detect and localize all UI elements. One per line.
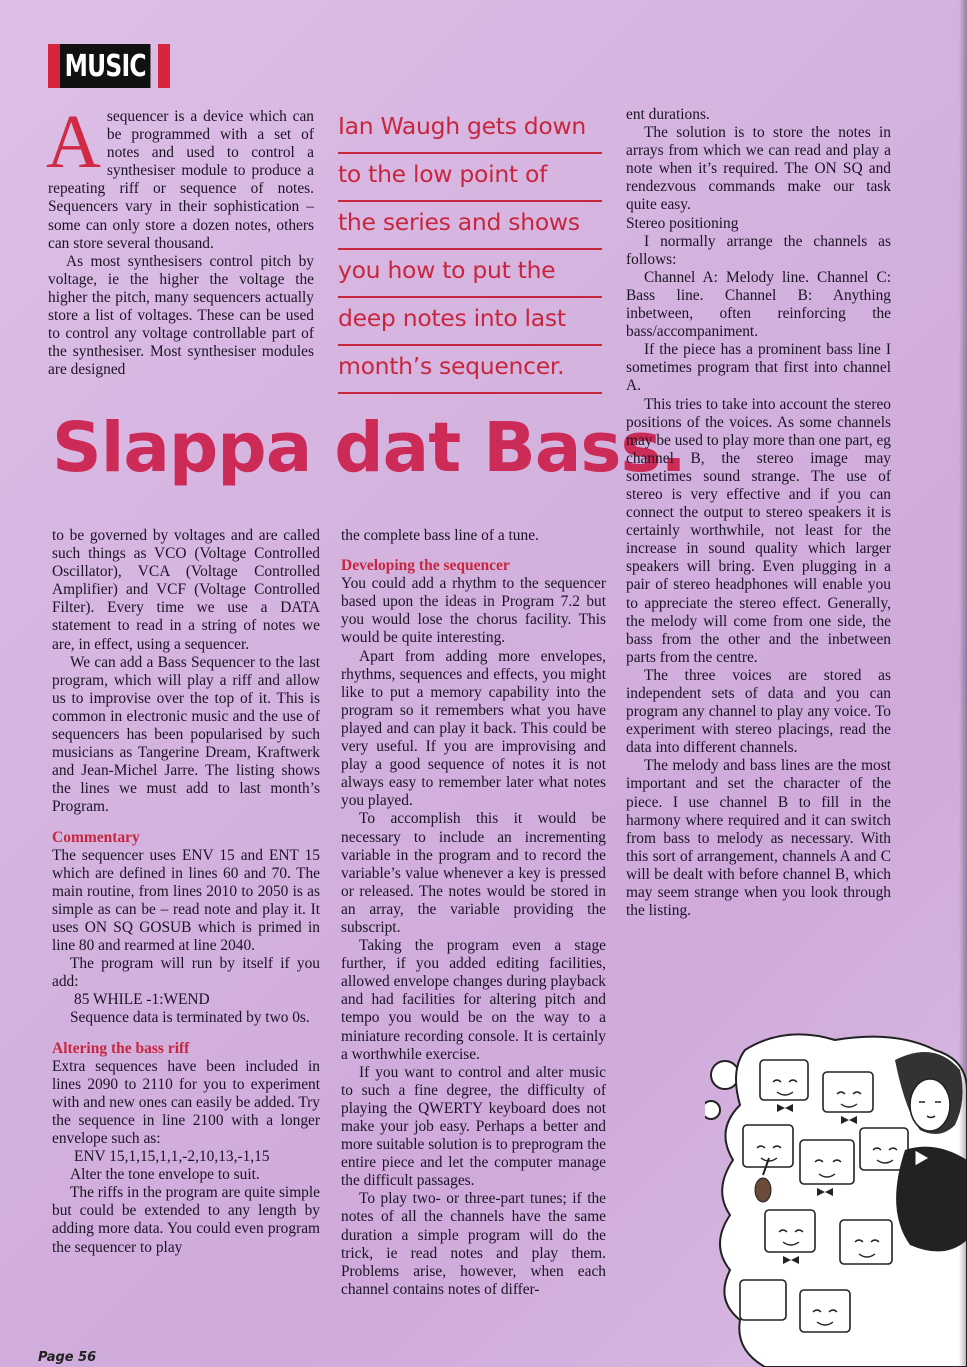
section-tag-right-bar (158, 44, 170, 88)
page-gutter-shadow (959, 0, 967, 1367)
body-paragraph: I normally arrange the channels as follows: (626, 232, 891, 268)
headline: Slappa dat Bass. (52, 408, 686, 488)
drop-cap: A (46, 100, 101, 184)
body-paragraph: The riffs in the program are quite simple but could be extended to any length by adding more data. You could even program the sequencer to play (52, 1184, 320, 1256)
cartoon-illustration (705, 1030, 967, 1367)
standfirst-line: the series and shows (338, 202, 602, 250)
body-paragraph: The three voices are stored as independent sets of data and you can program any channel to play any voice. To experiment with stereo placings, read the data into different channels. (626, 666, 891, 757)
section-label: MUSIC (60, 44, 150, 88)
body-paragraph: The sequencer uses ENV 15 and ENT 15 which are defined in lines 60 and 70. The main routine, from lines 2010 to 2050 is as simple as can be – read note and play it. It uses ON SQ GOSUB which is primed in line 80 and rearmed at line 2040. (52, 846, 320, 955)
standfirst-line: deep notes into last (338, 298, 602, 346)
body-paragraph: Extra sequences have been included in lines 2090 to 2110 for you to experiment with and new ones can easily be added. Try the sequence in line 2100 with a longer envelope such as: (52, 1057, 320, 1147)
standfirst (338, 106, 602, 394)
section-heading: Altering the bass riff (52, 1039, 190, 1057)
body-paragraph: the complete bass line of a tune. (341, 527, 539, 544)
body-paragraph: Alter the tone envelope to suit. (70, 1166, 260, 1184)
standfirst-line: to the low point of (338, 154, 602, 202)
code-line: ENV 15,1,15,1,1,-2,10,13,-1,15 (74, 1148, 270, 1166)
body-paragraph: You could add a rhythm to the sequencer based upon the ideas in Program 7.2 but you would lose the chorus facility. This would be quite interesting. (341, 575, 606, 647)
body-paragraph: Sequence data is terminated by two 0s. (70, 1009, 310, 1027)
article-column-1 (52, 527, 320, 1257)
body-paragraph: ent durations. (626, 106, 710, 123)
body-paragraph: To play two- or three-part tunes; if the notes of all the channels have the same duration a simple program will do the trick, ie read notes and play them. Problems arise, however, when each channel contains notes of differ- (341, 1190, 606, 1298)
standfirst-line: Ian Waugh gets down (338, 106, 602, 154)
standfirst-line: month’s sequencer. (338, 346, 602, 394)
intro-column (46, 100, 314, 379)
body-paragraph: If the piece has a prominent bass line I sometimes program that first into channel A. (626, 341, 891, 395)
standfirst-line: you how to put the (338, 250, 602, 298)
body-paragraph: To accomplish this it would be necessary to include an incrementing variable in the program and to record the variable’s value whenever a key is pressed or released. The notes would be stored in an array, the variable providing the subscript. (341, 810, 606, 936)
body-paragraph: Taking the program even a stage further, if you added editing facilities, allowed envelope changes during playback and had facilities for altering pitch and tempo you would be on the way to a miniature recording console. It is certainly a worthwhile exercise. (341, 937, 606, 1063)
intro-paragraph: sequencer is a device which can be programmed with a set of notes and used to control a synthesiser module to produce a repeating riff or sequence of notes. Sequencers vary in their sophistication – some can only store a dozen notes, others can store several thousand. (48, 108, 314, 252)
body-paragraph: Apart from adding more envelopes, rhythms, sequences and effects, you might like to put a memory capability into the program so it remembers what you have played and can play it back. This could be very useful. If you are improvising and play a good sequence of notes it is not always easy to remember later what notes you played. (341, 647, 606, 810)
body-paragraph: If you want to control and alter music to such a fine degree, the difficulty of playing the QWERTY keyboard does not make your job easy. Perhaps a better and more suitable solution is to preprogram the entire piece and let the computer manage the difficult passages. (341, 1063, 607, 1190)
section-tag-left-bar (48, 44, 60, 88)
section-heading: Developing the sequencer (341, 557, 510, 575)
article-column-2 (341, 527, 606, 1299)
section-tag (48, 44, 170, 88)
section-heading: Commentary (52, 828, 140, 846)
body-paragraph: The program will run by itself if you add: (52, 955, 320, 991)
body-paragraph: to be governed by voltages and are called such things as VCO (Voltage Controlled Oscillator), VCA (Voltage Controlled Amplifier) and VCF (Voltage Controlled Filter). Every time we use a DATA statement to read in a string of notes we are, in effect, using a sequencer. (52, 527, 320, 653)
page-number: Page 56 (38, 1350, 97, 1365)
body-paragraph: The melody and bass lines are the most important and set the character of the piece. I use channel B to fill in the harmony where required and it can switch from bass to melody as necessary. With this sort of arrangement, channels A and C will be dealt with before channel B, which may seem strange when you look through the listing. (626, 757, 891, 920)
code-line: 85 WHILE -1:WEND (74, 991, 210, 1009)
article-column-3 (626, 106, 891, 920)
body-paragraph: The solution is to store the notes in arrays from which we can read and play a note when it’s required. The ON SQ and rendezvous commands make our task quite easy. (626, 124, 891, 214)
intro-paragraph: As most synthesisers control pitch by voltage, ie the higher the voltage the higher the pitch, many sequencers actually store a list of voltages. These can be used to control any voltage controllable part of the synthesiser. Most synthesiser modules are designed (48, 252, 314, 379)
body-paragraph: Channel A: Melody line. Channel C: Bass line. Channel B: Anything inbetween, often reinforcing the bass/accompaniment. (626, 268, 891, 341)
sub-heading: Stereo positioning (626, 214, 739, 232)
body-paragraph: We can add a Bass Sequencer to the last program, which will play a riff and allow us to improvise over the top of it. This is common in electronic music and the use of sequencers has been popularised by such musicians as Tangerine Dream, Kraftwerk and Jean-Michel Jarre. The listing shows the lines we must add to last month’s Program. (52, 653, 320, 816)
body-paragraph: This tries to take into account the stereo positions of the voices. As some channels may be used to play more than one part, eg channel B, the stereo image may sometimes sound strange. The use of stereo is very effective and if you can connect the output to stereo speakers it is certainly worthwhile, not least for the increase in sound quality which larger speakers will bring. Even plugging in a pair of stereo headphones will enable you to appreciate the stereo effect. Generally, the melody will come from one side, the bass from the other and the inbetween parts from the centre. (626, 395, 891, 666)
